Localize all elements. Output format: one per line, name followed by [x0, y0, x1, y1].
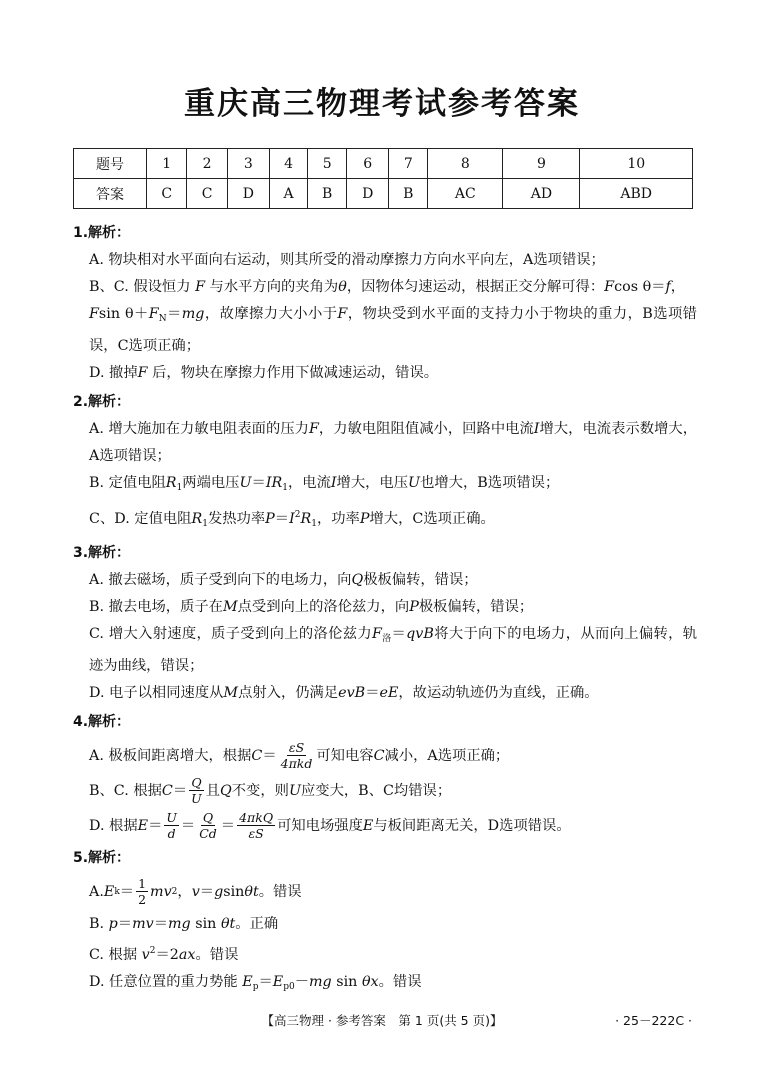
q4-option-a: A. 极板间距离增大，根据 C ＝ $\frac{\varepsilon S}{\text{4πkd}}$ 可知电容 C 减小，A选项正确； — [89, 740, 510, 771]
solutions-body — [73, 218, 697, 1001]
table-cell: B — [389, 179, 428, 209]
table-cell: 9 — [503, 149, 580, 179]
kinetic-energy-fraction: $\frac{1}{2}$ — [138, 876, 147, 907]
q2-option-b: B. 定值电阻$R_1$两端电压$U=IR_1$，电流I增大，电压U也增大，B选项错误； — [89, 475, 560, 493]
q5-option-d: D. 任意位置的重力势能 $E_p=E_{p0}-mg$ sin θx。错误 — [89, 974, 422, 992]
q2-option-a: A. 增大施加在力敏电阻表面的压力F，力敏电阻阻值减小，回路中电流I增大，电流表示数增大，A选项错误； — [89, 421, 698, 464]
table-cell: 1 — [147, 149, 187, 179]
q1-heading: 1.解析： — [73, 225, 131, 241]
table-cell: 6 — [347, 149, 389, 179]
q5-option-c: C. 根据 $v^2=2ax$。错误 — [89, 946, 239, 963]
q1-option-d: D. 撤掉F 后，物块在摩擦力作用下做减速运动，错误。 — [89, 365, 439, 381]
q1-option-bc: B、C. 假设恒力 F 与水平方向的夹角为θ，因物体匀速运动，根据正交分解可得：Fcos θ＝f， Fsin $\theta+F_N=mg$，故摩擦力大小小于F，物块受到水平面的支持力小于物块的重力，B选项错误，C选项正确； — [89, 279, 697, 354]
table-cell: AC — [428, 179, 503, 209]
q3-option-c: C. 增大入射速度，质子受到向上的洛伦兹力$F_洛=qvB$将大于向下的电场力，从而向上偏转，轨迹为曲线，错误； — [89, 626, 697, 674]
field-formula-3: $\frac{\text{4πkQ}}{\varepsilon S}$ — [239, 810, 274, 841]
table-cell: 5 — [308, 149, 347, 179]
q3-option-d: D. 电子以相同速度从M点射入，仍满足evB＝eE，故运动轨迹仍为直线，正确。 — [89, 685, 599, 701]
footer-page-info: 【高三物理 · 参考答案 第 1 页(共 5 页)】 — [261, 1013, 503, 1028]
table-cell: 2 — [187, 149, 227, 179]
q1-option-a: A. 物块相对水平面向右运动，则其所受的滑动摩擦力方向水平向左，A选项错误； — [89, 252, 605, 268]
q4-heading: 4.解析： — [73, 714, 131, 730]
q3-option-a: A. 撤去磁场，质子受到向下的电场力，向Q极板偏转，错误； — [89, 572, 478, 588]
page-title: 重庆高三物理考试参考答案 — [184, 86, 580, 122]
q3-option-b: B. 撤去电场，质子在M点受到向上的洛伦兹力，向P极板偏转，错误； — [89, 599, 534, 615]
row-label-number: 题号 — [74, 149, 147, 179]
capacitance-formula: $\frac{\varepsilon S}{\text{4πkd}}$ — [280, 740, 313, 771]
q5-option-b: B. p＝mv＝mg sin θt。正确 — [89, 916, 279, 932]
q4-option-d: D. 根据 E ＝ $\frac{U}{d}$ ＝ $\frac{Q}{Cd}$ ＝ $\frac{\text{4πkQ}}{\varepsilon S}$ 可知电场强度 E 与板间距离无关，D选项错误。 — [89, 810, 571, 841]
table-cell: 3 — [227, 149, 269, 179]
field-formula-2: $\frac{Q}{Cd}$ — [199, 810, 217, 841]
table-cell: 4 — [269, 149, 307, 179]
q5-heading: 5.解析： — [73, 850, 131, 866]
table-cell: ABD — [580, 179, 693, 209]
table-cell: C — [147, 179, 187, 209]
answer-row — [74, 179, 693, 209]
q5-option-a: A. E k ＝ $\frac{1}{2}$ mv 2 ， v ＝ g sin θt 。错误 — [89, 876, 302, 907]
q4-option-bc: B、C. 根据 C ＝ $\frac{Q}{U}$ 且 Q 不变，则 U 应变大，B、C均错误； — [89, 775, 452, 806]
answer-table — [73, 148, 693, 209]
question-number-row — [74, 149, 693, 179]
field-formula-1: $\frac{U}{d}$ — [166, 810, 177, 841]
table-cell: B — [308, 179, 347, 209]
footer-exam-code: · 25－222C · — [615, 1013, 692, 1028]
table-cell: D — [347, 179, 389, 209]
q3-heading: 3.解析： — [73, 545, 131, 561]
table-cell: AD — [503, 179, 580, 209]
table-cell: A — [269, 179, 307, 209]
table-cell: 8 — [428, 149, 503, 179]
q2-option-cd: C、D. 定值电阻$R_1$发热功率$P=I^2R_1$，功率P增大，C选项正确。 — [89, 510, 495, 529]
table-cell: D — [227, 179, 269, 209]
table-cell: 7 — [389, 149, 428, 179]
q2-heading: 2.解析： — [73, 394, 131, 410]
row-label-answer: 答案 — [74, 179, 147, 209]
capacitance-definition: $\frac{Q}{U}$ — [191, 775, 202, 806]
table-cell: C — [187, 179, 227, 209]
table-cell: 10 — [580, 149, 693, 179]
